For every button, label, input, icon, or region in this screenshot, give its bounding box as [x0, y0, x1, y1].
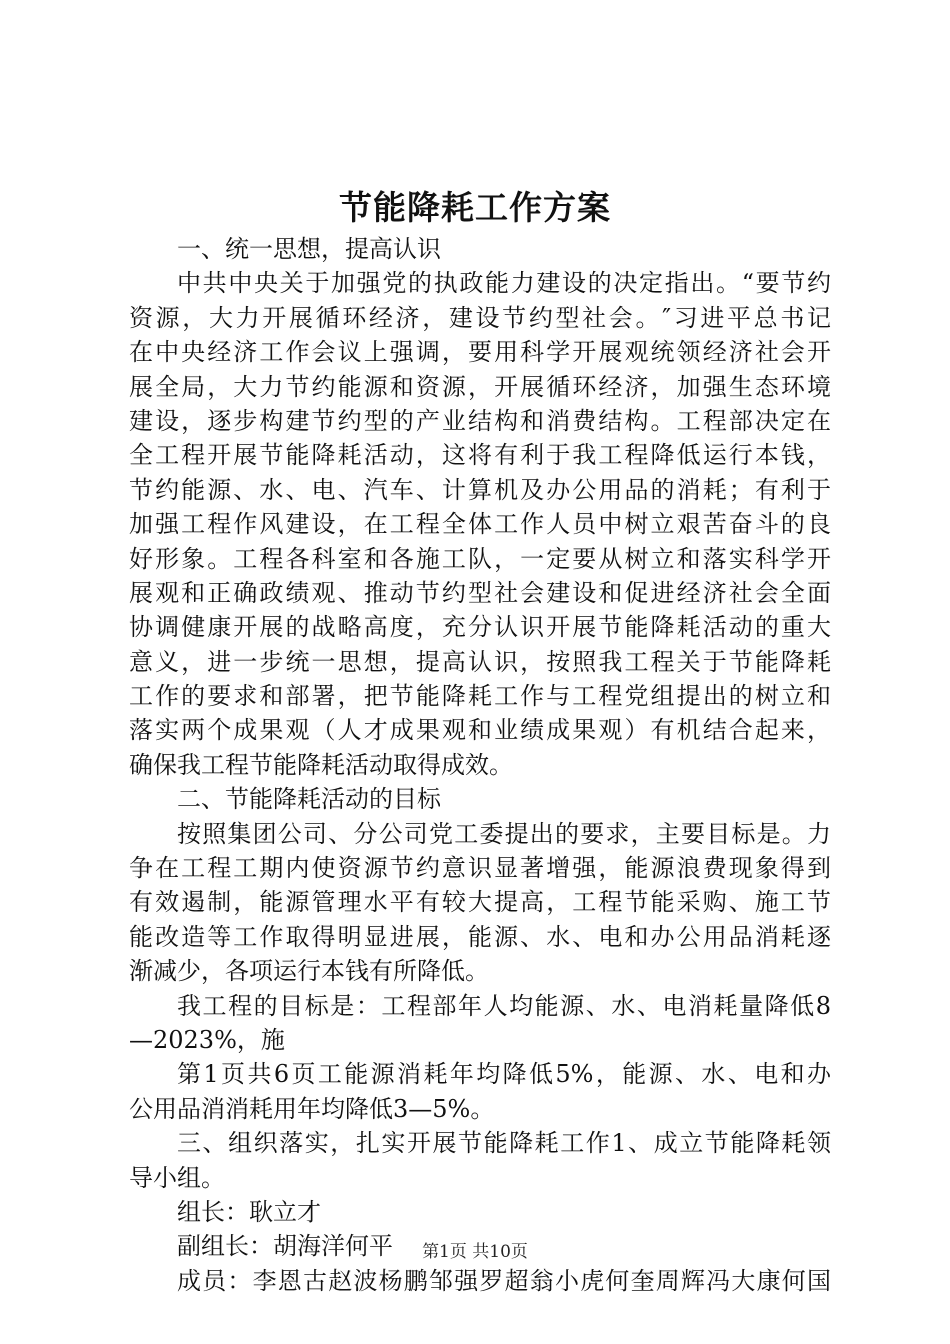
paragraph-line: 资源，大力开展循环经济，建设节约型社会。″习进平总书记 — [129, 303, 831, 332]
paragraph-line: 我工程的目标是：工程部年人均能源、水、电消耗量降低8 — [177, 991, 831, 1020]
paragraph-line: 协调健康开展的战略高度，充分认识开展节能降耗活动的重大 — [129, 613, 831, 642]
paragraph-line: 能改造等工作取得明显进展，能源、水、电和办公用品消耗逐 — [129, 922, 831, 951]
page-footer: 第1页 共10页 — [422, 1242, 528, 1262]
paragraph-line: 渐减少，各项运行本钱有所降低。 — [129, 957, 489, 986]
paragraph-line: 全工程开展节能降耗活动，这将有利于我工程降低运行本钱， — [129, 441, 831, 470]
paragraph-line: 有效遏制，能源管理水平有较大提高，工程节能采购、施工节 — [129, 888, 831, 917]
paragraph-line: 公用品消消耗用年均降低3—5%。 — [129, 1094, 495, 1123]
section-heading-1: 一、统一思想，提高认识 — [177, 235, 441, 263]
paragraph-line: 导小组。 — [129, 1163, 225, 1192]
paragraph-line: 争在工程工期内使资源节约意识显著增强，能源浪费现象得到 — [129, 854, 831, 883]
members-line: 成员：李恩古赵波杨鹏邹强罗超翁小虎何奎周辉冯大康何国 — [177, 1266, 831, 1295]
paragraph-line: 加强工程作风建设，在工程全体工作人员中树立艰苦奋斗的良 — [129, 510, 831, 539]
deputy-leader-line: 副组长：胡海洋何平 — [177, 1232, 393, 1261]
document-title: 节能降耗工作方案 — [339, 188, 611, 227]
leader-line: 组长：耿立才 — [177, 1197, 321, 1226]
paragraph-line: 落实两个成果观（人才成果观和业绩成果观）有机结合起来， — [129, 716, 831, 745]
paragraph-line: 确保我工程节能降耗活动取得成效。 — [129, 750, 513, 779]
paragraph-line: 意义，进一步统一思想，提高认识，按照我工程关于节能降耗 — [129, 647, 831, 676]
paragraph-line: 建设，逐步构建节约型的产业结构和消费结构。工程部决定在 — [129, 406, 831, 435]
paragraph-line: —2023%，施 — [129, 1025, 285, 1054]
section-heading-3: 三、组织落实，扎实开展节能降耗工作1、成立节能降耗领 — [177, 1129, 831, 1158]
paragraph-line: 第1页共6页工能源消耗年均降低5%，能源、水、电和办 — [177, 1060, 831, 1089]
paragraph-line: 好形象。工程各科室和各施工队，一定要从树立和落实科学开 — [129, 544, 831, 573]
paragraph-line: 中共中央关于加强党的执政能力建设的决定指出。“要节约 — [177, 269, 831, 298]
paragraph-line: 工作的要求和部署，把节能降耗工作与工程党组提出的树立和 — [129, 682, 831, 711]
document-body — [129, 232, 831, 1298]
paragraph-line: 展全局，大力节约能源和资源，开展循环经济，加强生态环境 — [129, 372, 831, 401]
paragraph-line: 展观和正确政绩观、推动节约型社会建设和促进经济社会全面 — [129, 578, 831, 607]
paragraph-line: 节约能源、水、电、汽车、计算机及办公用品的消耗；有利于 — [129, 475, 831, 504]
paragraph-line: 在中央经济工作会议上强调，要用科学开展观统领经济社会开 — [129, 338, 831, 367]
paragraph-line: 按照集团公司、分公司党工委提出的要求，主要目标是。力 — [177, 819, 831, 848]
section-heading-2: 二、节能降耗活动的目标 — [177, 785, 441, 814]
